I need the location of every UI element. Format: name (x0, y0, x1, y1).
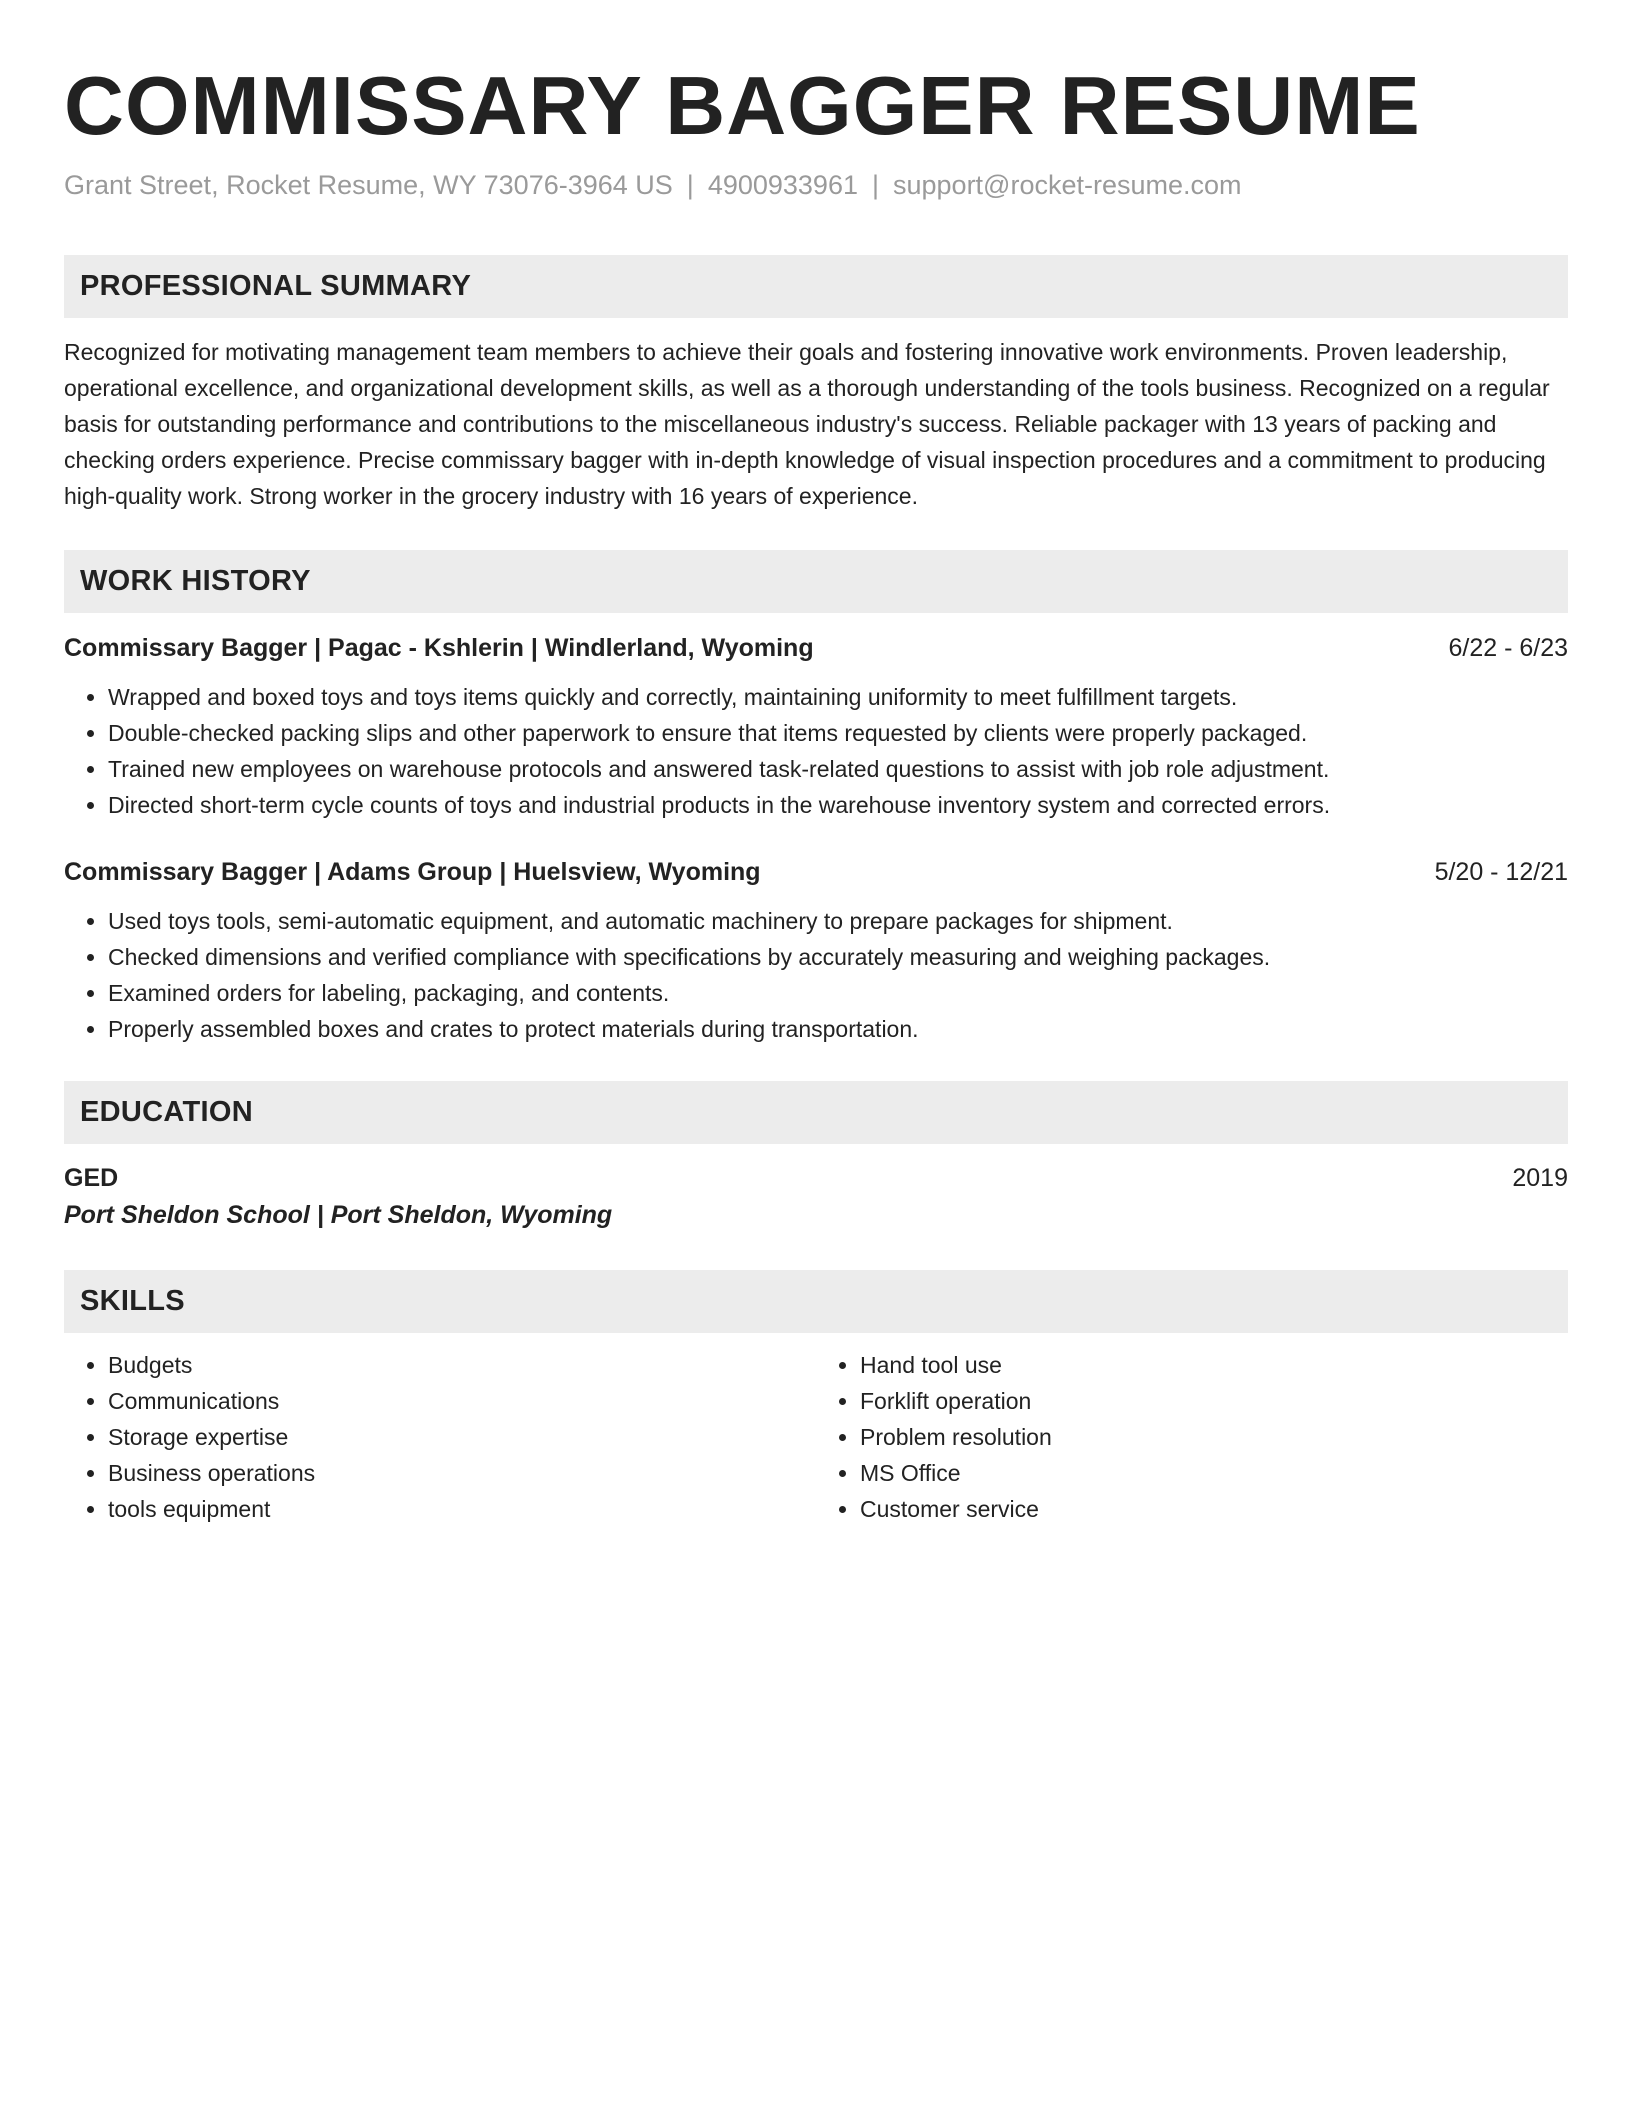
education-degree: GED (64, 1164, 119, 1192)
skill-item: • MS Office (860, 1455, 1568, 1491)
contact-email: support@rocket-resume.com (893, 170, 1242, 200)
skills-grid (64, 1347, 1568, 1527)
job-bullet-list (64, 903, 1568, 1047)
education-header (64, 1160, 1568, 1196)
job-dates: 6/22 - 6/23 (1448, 634, 1568, 662)
section-header-work-history: WORK HISTORY (64, 550, 1568, 613)
skill-item: • Customer service (860, 1491, 1568, 1527)
skill-item: • tools equipment (108, 1491, 816, 1527)
job-header (64, 631, 1568, 665)
skill-item: • Forklift operation (860, 1383, 1568, 1419)
job-bullet: • Examined orders for labeling, packaging, and contents. (108, 975, 1568, 1011)
skill-item: • Budgets (108, 1347, 816, 1383)
job-entry (64, 855, 1568, 1047)
contact-address: Grant Street, Rocket Resume, WY 73076-3964 US (64, 170, 673, 200)
resume-title: COMMISSARY BAGGER RESUME (64, 59, 1421, 152)
contact-separator: | (871, 170, 879, 200)
job-title: Commissary Bagger | Adams Group | Huelsview, Wyoming (64, 858, 761, 886)
job-bullet-list (64, 679, 1568, 823)
summary-text: Recognized for motivating management team members to achieve their goals and fostering innovative work environments. Proven leadership, operational excellence, and organizational development skills, as well as a thorough understanding of the tools business. Recognized on a regular basis for outstanding performance and contributions to the miscellaneous industry's success. Reliable packager with 13 years of packing and checking orders experience. Precise commissary bagger with in-depth knowledge of visual inspection procedures and a commitment to producing high-quality work. Strong worker in the grocery industry with 16 years of experience. (64, 339, 1550, 509)
contact-phone: 4900933961 (707, 170, 858, 200)
job-bullet: • Properly assembled boxes and crates to protect materials during transportation. (108, 1011, 1568, 1047)
job-bullet: • Used toys tools, semi-automatic equipment, and automatic machinery to prepare packages for shipment. (108, 903, 1568, 939)
education-year: 2019 (1512, 1164, 1568, 1192)
skills-column-right (816, 1347, 1568, 1527)
job-bullet: • Directed short-term cycle counts of toys and industrial products in the warehouse inventory system and corrected errors. (108, 787, 1568, 823)
skill-item: • Business operations (108, 1455, 816, 1491)
contact-separator: | (686, 170, 694, 200)
job-header (64, 855, 1568, 889)
section-header-summary: PROFESSIONAL SUMMARY (64, 255, 1568, 318)
job-dates: 5/20 - 12/21 (1434, 858, 1568, 886)
skill-item: • Storage expertise (108, 1419, 816, 1455)
job-title: Commissary Bagger | Pagac - Kshlerin | Windlerland, Wyoming (64, 634, 814, 662)
education-school: Port Sheldon School | Port Sheldon, Wyoming (64, 1201, 613, 1229)
section-header-education: EDUCATION (64, 1081, 1568, 1144)
contact-line (64, 168, 1568, 202)
skill-item: • Problem resolution (860, 1419, 1568, 1455)
section-header-skills: SKILLS (64, 1270, 1568, 1333)
education-entry (64, 1160, 1568, 1234)
skills-column-left (64, 1347, 816, 1527)
job-bullet: • Wrapped and boxed toys and toys items quickly and correctly, maintaining uniformity to meet fulfillment targets. (108, 679, 1568, 715)
skill-item: • Hand tool use (860, 1347, 1568, 1383)
job-bullet: • Trained new employees on warehouse protocols and answered task-related questions to assist with job role adjustment. (108, 751, 1568, 787)
skill-item: • Communications (108, 1383, 816, 1419)
job-bullet: • Checked dimensions and verified compliance with specifications by accurately measuring and weighing packages. (108, 939, 1568, 975)
job-entry (64, 631, 1568, 823)
job-bullet: • Double-checked packing slips and other paperwork to ensure that items requested by clients were properly packaged. (108, 715, 1568, 751)
